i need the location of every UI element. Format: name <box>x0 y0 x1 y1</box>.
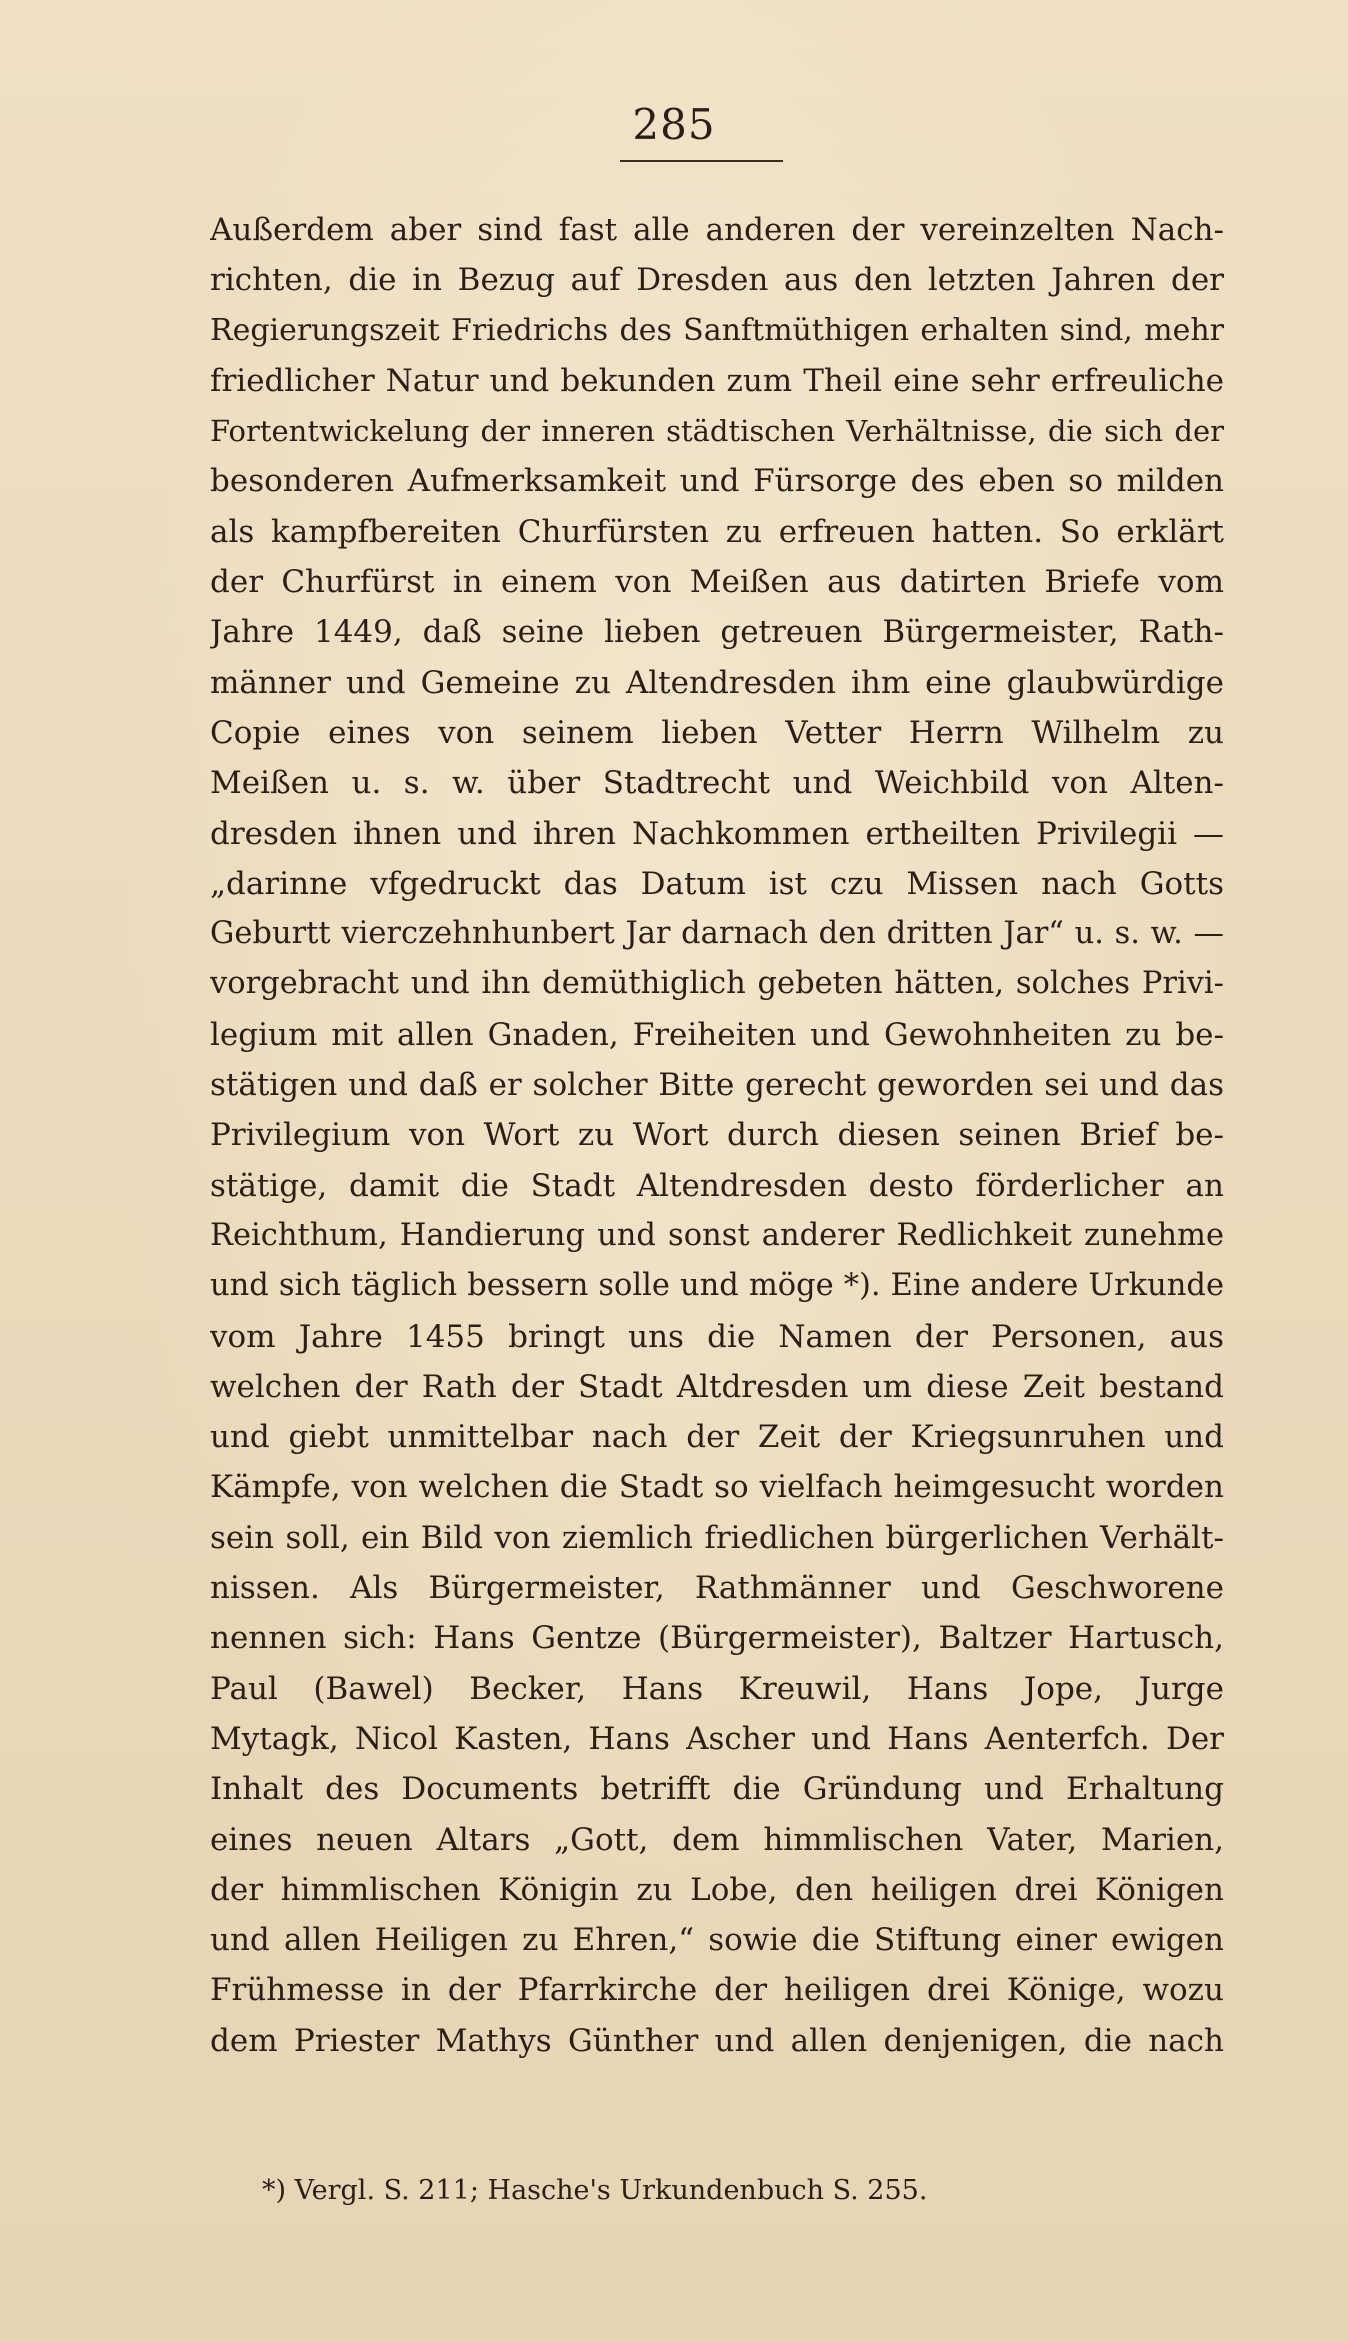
text-line: Inhalt des Documents betrifft die Gründung und Erhaltung <box>210 1771 1224 1808</box>
text-line: friedlicher Natur und bekunden zum Theil eine sehr erfreuliche <box>210 362 1224 399</box>
text-line: Außerdem aber sind fast alle anderen der vereinzelten Nach- <box>210 212 1224 248</box>
header-rule <box>620 160 783 162</box>
text-line: als kampfbereiten Churfürsten zu erfreuen hatten. So erklärt <box>210 513 1224 550</box>
footnote: *) Vergl. S. 211; Hasche's Urkundenbuch S. 255. <box>262 2175 928 2206</box>
text-line: Meißen u. s. w. über Stadtrecht und Weichbild von Alten- <box>210 765 1224 802</box>
text-line: sein soll, ein Bild von ziemlich friedlichen bürgerlichen Verhält- <box>210 1519 1224 1556</box>
text-line: männer und Gemeine zu Altendresden ihm eine glaubwürdige <box>210 664 1224 701</box>
text-line: Mytagk, Nicol Kasten, Hans Ascher und Hans Aenterfch. Der <box>210 1720 1224 1757</box>
text-line: eines neuen Altars „Gott, dem himmlischen Vater, Marien, <box>210 1821 1224 1858</box>
text-line: und giebt unmittelbar nach der Zeit der Kriegsunruhen und <box>210 1419 1224 1456</box>
text-line: stätige, damit die Stadt Altendresden desto förderlicher an <box>210 1167 1224 1204</box>
text-line: stätigen und daß er solcher Bitte gerecht geworden sei und das <box>210 1067 1224 1104</box>
text-line: nennen sich: Hans Gentze (Bürgermeister), Baltzer Hartusch, <box>210 1620 1224 1657</box>
page-number: 285 <box>632 100 716 149</box>
text-line: Frühmesse in der Pfarrkirche der heiligen drei Könige, wozu <box>210 1972 1224 2009</box>
text-line: Kämpfe, von welchen die Stadt so vielfach heimgesucht worden <box>210 1469 1224 1506</box>
text-line: vom Jahre 1455 bringt uns die Namen der Personen, aus <box>210 1318 1224 1355</box>
text-line: Regierungszeit Friedrichs des Sanftmüthigen erhalten sind, mehr <box>210 312 1224 348</box>
body-text <box>210 205 1224 2066</box>
text-line: Geburtt vierczehnhunbert Jar darnach den dritten Jar“ u. s. w. — <box>210 916 1224 952</box>
text-line: Jahre 1449, daß seine lieben getreuen Bürgermeister, Rath- <box>210 614 1224 651</box>
text-line: Paul (Bawel) Becker, Hans Kreuwil, Hans Jope, Jurge <box>210 1670 1224 1707</box>
text-line: legium mit allen Gnaden, Freiheiten und Gewohnheiten zu be- <box>210 1016 1224 1053</box>
text-line: Privilegium von Wort zu Wort durch diesen seinen Brief be- <box>210 1117 1224 1154</box>
text-line: dresden ihnen und ihren Nachkommen ertheilten Privilegii — <box>210 815 1224 852</box>
text-line: Reichthum, Handierung und sonst anderer Redlichkeit zunehme <box>210 1217 1224 1253</box>
text-line: welchen der Rath der Stadt Altdresden um diese Zeit bestand <box>210 1368 1224 1405</box>
text-line: nissen. Als Bürgermeister, Rathmänner und Geschworene <box>210 1570 1224 1607</box>
text-line: besonderen Aufmerksamkeit und Fürsorge des eben so milden <box>210 463 1224 500</box>
text-line: und sich täglich bessern solle und möge *). Eine andere Urkunde <box>210 1268 1224 1304</box>
text-line: der Churfürst in einem von Meißen aus datirten Briefe vom <box>210 564 1224 601</box>
text-line: dem Priester Mathys Günther und allen denjenigen, die nach <box>210 2022 1224 2059</box>
text-line: der himmlischen Königin zu Lobe, den heiligen drei Königen <box>210 1871 1224 1908</box>
text-line: und allen Heiligen zu Ehren,“ sowie die Stiftung einer ewigen <box>210 1922 1224 1959</box>
text-line: Fortentwickelung der inneren städtischen Verhältnisse, die sich der <box>210 414 1224 449</box>
text-line: „darinne vfgedruckt das Datum ist czu Missen nach Gotts <box>210 865 1224 902</box>
text-line: richten, die in Bezug auf Dresden aus den letzten Jahren der <box>210 262 1224 299</box>
text-line: vorgebracht und ihn demüthiglich gebeten hätten, solches Privi- <box>210 966 1224 1002</box>
text-line: Copie eines von seinem lieben Vetter Herrn Wilhelm zu <box>210 714 1224 751</box>
